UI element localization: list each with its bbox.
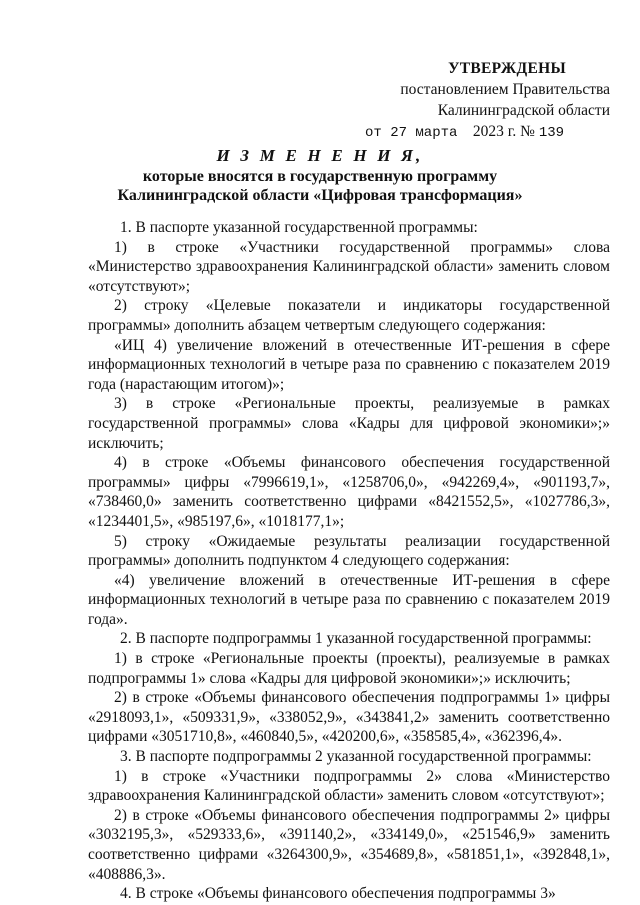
paragraph: 4) в строке «Объемы финансового обеспечения государственной программы» цифры «7996619,1», «1258706,0», «942269,4», «901193,7», «738460,0» заменить соответственно цифрами «8421552,5», «1027786,3», «1234401,5», «985197,6», «1018177,1»; <box>88 454 610 530</box>
approval-year: 2023 г. № <box>472 123 535 140</box>
section-4-heading: 4. В строке «Объемы финансового обеспечения подпрограммы 3» <box>120 885 556 903</box>
paragraph: «ИЦ 4) увеличение вложений в отечественные ИТ-решения в сфере информационных технологий в четыре раза по сравнению с показателем 2019 года (нарастающим итогом)»; <box>88 336 610 393</box>
document-heading <box>60 146 580 205</box>
heading-title: И З М Е Н Е Н И Я, <box>216 146 424 165</box>
paragraph: «4) увеличение вложений в отечественные ИТ-решения в сфере информационных технологий в четыре раза по сравнению с показателем 2019 года». <box>88 571 610 628</box>
heading-subtitle-2: Калининградской области «Цифровая трансформация» <box>117 187 523 204</box>
heading-subtitle-1: которые вносятся в государственную программу <box>142 168 498 185</box>
approval-title: УТВЕРЖДЕНЫ <box>448 60 566 77</box>
document-body <box>88 218 610 904</box>
paragraph: 2) строку «Целевые показатели и индикаторы государственной программы» дополнить абзацем четвертым следующего содержания: <box>88 297 610 334</box>
paragraph: 1) в строке «Региональные проекты (проекты), реализуемые в рамках подпрограммы 1» слова «Кадры для цифровой экономики»;» исключить; <box>88 650 610 687</box>
section-3-heading: 3. В паспорте подпрограммы 2 указанной государственной программы: <box>120 748 592 766</box>
approval-stamp <box>360 58 610 144</box>
paragraph: 1) в строке «Участники государственной программы» слова «Министерство здравоохранения Калининградской области» заменить словом «отсутствуют»; <box>88 238 610 295</box>
approval-line-1: постановлением Правительства <box>400 81 610 98</box>
paragraph: 2) в строке «Объемы финансового обеспечения подпрограммы 2» цифры «3032195,3», «529333,6», «391140,2», «334149,0», «251546,9» заменить соответственно цифрами «3264300,9», «354689,8», «581851,1», «392848,1», «408886,3». <box>88 806 610 883</box>
paragraph: 2) в строке «Объемы финансового обеспечения подпрограммы 1» цифры «2918093,1», «509331,9», «338052,9», «343841,2» заменить соответственно цифрами «3051710,8», «460840,5», «420200,6», «358585,4», «362396,4». <box>88 689 610 746</box>
section-2-heading: 2. В паспорте подпрограммы 1 указанной государственной программы: <box>120 630 592 648</box>
paragraph: 3) в строке «Региональные проекты, реализуемые в рамках государственной программы» слова «Кадры для цифровой экономики»;» исключить; <box>88 395 610 452</box>
approval-line-2: Калининградской области <box>437 102 610 119</box>
section-1-heading: 1. В паспорте указанной государственной программы: <box>120 219 478 236</box>
paragraph: 1) в строке «Участники подпрограммы 2» слова «Министерство здравоохранения Калининградской области» заменить словом «отсутствуют»; <box>88 767 610 805</box>
paragraph: 5) строку «Ожидаемые результаты реализации государственной программы» дополнить подпунктом 4 следующего содержания: <box>88 532 610 570</box>
approval-number: 139 <box>538 125 565 141</box>
approval-date-text: от 27 марта <box>365 125 458 141</box>
approval-date <box>360 121 610 144</box>
